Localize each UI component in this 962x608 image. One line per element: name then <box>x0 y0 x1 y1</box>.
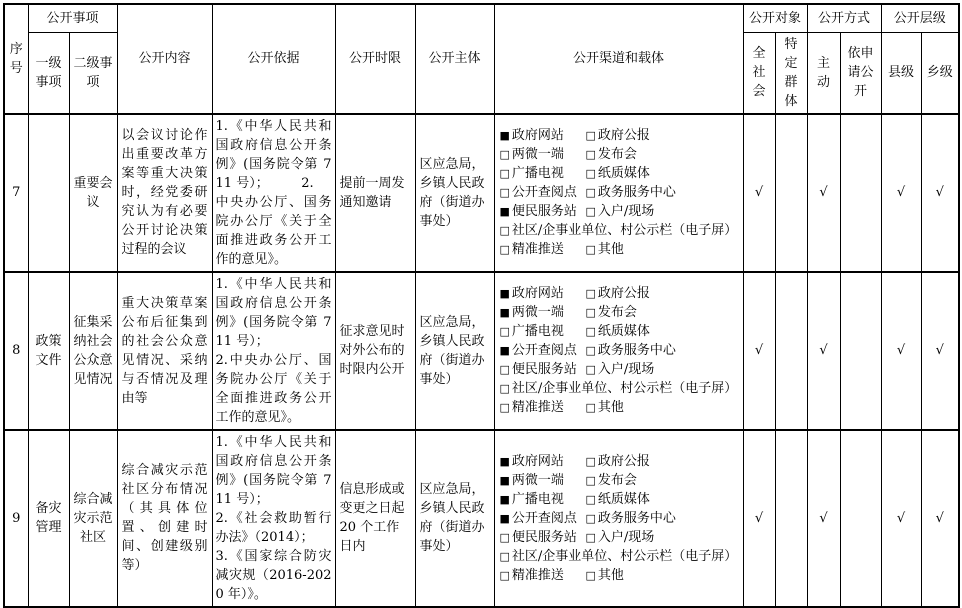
channel-line <box>500 202 741 221</box>
check-specific-groups <box>775 114 807 272</box>
checked-box-icon: ■ <box>499 492 510 506</box>
basis-line: 2.《社会救助暂行办法》（2014）； <box>215 510 332 545</box>
cell-disclosure-subject: 区应急局，乡镇人民政府（街道办事处） <box>415 114 494 272</box>
header-serial-number: 序号 <box>4 4 28 114</box>
header-disclosure-method: 公开方式 <box>807 4 881 32</box>
header-upon-request: 依申请公开 <box>840 32 881 114</box>
unchecked-box-icon: □ <box>499 382 510 395</box>
basis-line: 1.《中华人民共和国政府信息公开条例》(国务院令第 711 号）； 2. <box>215 118 332 191</box>
header-level1-matter: 一级事项 <box>28 32 69 114</box>
channel-label: 政府公报 <box>597 453 650 469</box>
cell-disclosure-basis <box>212 430 335 607</box>
channel-option <box>500 240 586 259</box>
channel-line <box>500 566 741 585</box>
channel-label: 社区/企事业单位、村公示栏（电子屏） <box>511 548 738 564</box>
channel-option <box>500 398 586 417</box>
checked-box-icon: ■ <box>499 473 510 487</box>
unchecked-box-icon: □ <box>499 224 510 237</box>
check-all-society: √ <box>743 430 775 607</box>
channel-option <box>500 452 586 471</box>
channel-option <box>500 379 738 398</box>
channel-option <box>586 452 650 471</box>
basis-line: 中央办公厅、国务院办公厅《关于全面推进政务公开工作的意见》。 <box>215 194 332 267</box>
channel-option <box>586 528 655 547</box>
basis-line: 1.《中华人民共和国政府信息公开条例》(国务院令第 711 号）； <box>215 276 332 349</box>
cell-disclosure-content: 综合减灾示范社区分布情况（其具体位置、创建时间、创建级别等） <box>117 430 212 607</box>
unchecked-box-icon: □ <box>585 148 596 161</box>
channel-option <box>586 202 655 221</box>
channel-line <box>500 509 741 528</box>
header-specific-groups: 特定群体 <box>775 32 807 114</box>
channel-label: 公开查阅点 <box>511 343 577 358</box>
channel-line <box>500 240 741 259</box>
header-time-limit: 公开时限 <box>335 4 415 114</box>
unchecked-box-icon: □ <box>585 344 596 357</box>
channel-option <box>500 303 586 322</box>
header-township-level: 乡级 <box>921 32 959 114</box>
check-active-disclosure: √ <box>807 114 840 272</box>
header-disclosure-content: 公开内容 <box>117 4 212 114</box>
channel-label: 社区/企事业单位、村公示栏（电子屏） <box>511 223 738 238</box>
table-header <box>4 4 959 114</box>
channel-option <box>586 164 650 183</box>
channel-line <box>500 164 741 183</box>
channel-option <box>586 183 676 202</box>
checked-box-icon: ■ <box>499 129 510 142</box>
cell-level1-matter: 备灾管理 <box>28 430 69 607</box>
channel-option <box>500 341 586 360</box>
channel-line <box>500 379 741 398</box>
channel-option <box>586 303 637 322</box>
check-county-level: √ <box>881 114 921 272</box>
basis-line: 1.《中华人民共和国政府信息公开条例》(国务院令第 711 号）； <box>215 434 332 507</box>
check-all-society: √ <box>743 272 775 430</box>
channel-label: 纸质媒体 <box>597 491 650 507</box>
channel-label: 便民服务站 <box>511 362 577 377</box>
unchecked-box-icon: □ <box>499 325 510 338</box>
channel-line <box>500 547 741 566</box>
channel-label: 纸质媒体 <box>597 166 650 181</box>
channel-label: 精准推送 <box>511 567 564 583</box>
channel-option <box>586 126 650 145</box>
table-row <box>4 114 959 272</box>
cell-disclosure-subject: 区应急局，乡镇人民政府（街道办事处） <box>415 272 494 430</box>
header-channels-carriers: 公开渠道和载体 <box>494 4 743 114</box>
unchecked-box-icon: □ <box>499 148 510 161</box>
channel-option <box>586 284 650 303</box>
channel-label: 两微一端 <box>511 147 564 162</box>
channel-option <box>500 528 586 547</box>
table-row <box>4 430 959 607</box>
check-upon-request <box>840 272 881 430</box>
channel-line <box>500 398 741 417</box>
channel-option <box>586 566 624 585</box>
unchecked-box-icon: □ <box>585 363 596 376</box>
header-disclosure-target: 公开对象 <box>743 4 807 32</box>
header-disclosure-subject: 公开主体 <box>415 4 494 114</box>
unchecked-box-icon: □ <box>585 287 596 300</box>
channel-option <box>500 566 586 585</box>
channel-option <box>500 547 738 566</box>
header-all-society: 全社会 <box>743 32 775 114</box>
unchecked-box-icon: □ <box>585 454 596 468</box>
cell-channels-carriers <box>494 272 743 430</box>
channel-label: 便民服务站 <box>511 204 577 219</box>
basis-line: 3.《国家综合防灾减灾规（2016-2020 年）》。 <box>215 548 332 602</box>
header-level2-matter: 二级事项 <box>69 32 117 114</box>
channel-label: 其他 <box>597 400 624 415</box>
channel-label: 精准推送 <box>511 400 564 415</box>
header-disclosure-matters: 公开事项 <box>28 4 117 32</box>
cell-channels-carriers <box>494 430 743 607</box>
unchecked-box-icon: □ <box>585 243 596 256</box>
check-county-level: √ <box>881 430 921 607</box>
channel-label: 发布会 <box>597 472 637 488</box>
checked-box-icon: ■ <box>499 205 510 218</box>
channel-option <box>586 240 624 259</box>
channel-line <box>500 126 741 145</box>
cell-disclosure-basis <box>212 114 335 272</box>
channel-line <box>500 183 741 202</box>
disclosure-catalog-table <box>3 3 960 608</box>
channel-option <box>500 164 586 183</box>
unchecked-box-icon: □ <box>499 568 510 582</box>
channel-label: 政府网站 <box>511 453 564 469</box>
cell-disclosure-subject: 区应急局，乡镇人民政府（街道办事处） <box>415 430 494 607</box>
check-active-disclosure: √ <box>807 430 840 607</box>
unchecked-box-icon: □ <box>585 167 596 180</box>
unchecked-box-icon: □ <box>585 186 596 199</box>
channel-label: 政务服务中心 <box>597 510 676 526</box>
cell-level2-matter: 重要会议 <box>69 114 117 272</box>
channel-label: 纸质媒体 <box>597 324 650 339</box>
header-active-disclosure: 主动 <box>807 32 840 114</box>
cell-time-limit: 信息形成或变更之日起 20 个工作日内 <box>335 430 415 607</box>
header-disclosure-level: 公开层级 <box>881 4 959 32</box>
cell-level2-matter: 综合减灾示范社区 <box>69 430 117 607</box>
channel-label: 广播电视 <box>511 324 564 339</box>
table-row <box>4 272 959 430</box>
cell-disclosure-basis <box>212 272 335 430</box>
check-township-level: √ <box>921 430 959 607</box>
unchecked-box-icon: □ <box>499 243 510 256</box>
cell-level2-matter: 征集采纳社会公众意见情况 <box>69 272 117 430</box>
channel-line <box>500 145 741 164</box>
unchecked-box-icon: □ <box>585 401 596 414</box>
channel-option <box>500 221 738 240</box>
channel-label: 两微一端 <box>511 305 564 320</box>
unchecked-box-icon: □ <box>499 530 510 544</box>
channel-option <box>500 509 586 528</box>
unchecked-box-icon: □ <box>499 401 510 414</box>
channel-label: 入户/现场 <box>597 204 655 219</box>
channel-option <box>586 360 655 379</box>
checked-box-icon: ■ <box>499 454 510 468</box>
cell-disclosure-content: 重大决策草案公布后征集到的社会公众意见情况、采纳与否情况及理由等 <box>117 272 212 430</box>
cell-level1-matter: 政策文件 <box>28 272 69 430</box>
cell-serial-number: 7 <box>4 114 28 272</box>
channel-label: 广播电视 <box>511 166 564 181</box>
channel-label: 其他 <box>597 567 624 583</box>
check-upon-request <box>840 430 881 607</box>
channel-line <box>500 221 741 240</box>
check-county-level: √ <box>881 272 921 430</box>
channel-label: 入户/现场 <box>597 529 655 545</box>
channel-line <box>500 471 741 490</box>
channel-line <box>500 528 741 547</box>
channel-line <box>500 360 741 379</box>
channel-option <box>586 341 676 360</box>
unchecked-box-icon: □ <box>499 363 510 376</box>
cell-time-limit: 提前一周发通知邀请 <box>335 114 415 272</box>
channel-label: 政府公报 <box>597 286 650 301</box>
channel-option <box>500 145 586 164</box>
checked-box-icon: ■ <box>499 511 510 525</box>
channel-option <box>500 126 586 145</box>
channel-label: 精准推送 <box>511 242 564 257</box>
channel-label: 政务服务中心 <box>597 185 676 200</box>
channel-label: 公开查阅点 <box>511 185 577 200</box>
channel-line <box>500 452 741 471</box>
unchecked-box-icon: □ <box>585 205 596 218</box>
channel-label: 政府公报 <box>597 128 650 143</box>
channel-option <box>586 490 650 509</box>
checked-box-icon: ■ <box>499 344 510 357</box>
channel-line <box>500 303 741 322</box>
basis-line: 2.中央办公厅、国务院办公厅《关于全面推进政务公开工作的意见》。 <box>215 352 332 425</box>
checked-box-icon: ■ <box>499 287 510 300</box>
unchecked-box-icon: □ <box>585 306 596 319</box>
unchecked-box-icon: □ <box>585 530 596 544</box>
check-township-level: √ <box>921 272 959 430</box>
channel-option <box>500 471 586 490</box>
channel-label: 发布会 <box>597 305 637 320</box>
channel-option <box>500 202 586 221</box>
check-active-disclosure: √ <box>807 272 840 430</box>
channel-label: 政府网站 <box>511 286 564 301</box>
channel-option <box>500 360 586 379</box>
channel-option <box>586 471 637 490</box>
unchecked-box-icon: □ <box>499 549 510 563</box>
unchecked-box-icon: □ <box>585 325 596 338</box>
cell-disclosure-content: 以会议讨论作出重要改革方案等重大决策时，经党委研究认为有必要公开讨论决策过程的会议 <box>117 114 212 272</box>
channel-label: 政务服务中心 <box>597 343 676 358</box>
channel-option <box>500 490 586 509</box>
channel-option <box>500 284 586 303</box>
check-upon-request <box>840 114 881 272</box>
check-township-level: √ <box>921 114 959 272</box>
unchecked-box-icon: □ <box>585 129 596 142</box>
cell-time-limit: 征求意见时对外公布的时限内公开 <box>335 272 415 430</box>
channel-option <box>500 322 586 341</box>
unchecked-box-icon: □ <box>585 492 596 506</box>
channel-option <box>586 145 637 164</box>
channel-label: 入户/现场 <box>597 362 655 377</box>
unchecked-box-icon: □ <box>585 473 596 487</box>
header-county-level: 县级 <box>881 32 921 114</box>
channel-label: 广播电视 <box>511 491 564 507</box>
channel-line <box>500 490 741 509</box>
check-all-society: √ <box>743 114 775 272</box>
channel-label: 政府网站 <box>511 128 564 143</box>
channel-option <box>500 183 586 202</box>
cell-level1-matter <box>28 114 69 272</box>
cell-serial-number: 9 <box>4 430 28 607</box>
channel-label: 发布会 <box>597 147 637 162</box>
channel-label: 其他 <box>597 242 624 257</box>
cell-channels-carriers <box>494 114 743 272</box>
channel-option <box>586 322 650 341</box>
unchecked-box-icon: □ <box>585 511 596 525</box>
unchecked-box-icon: □ <box>499 167 510 180</box>
channel-label: 便民服务站 <box>511 529 577 545</box>
channel-label: 公开查阅点 <box>511 510 577 526</box>
channel-line <box>500 284 741 303</box>
cell-serial-number: 8 <box>4 272 28 430</box>
channel-option <box>586 509 676 528</box>
check-specific-groups <box>775 430 807 607</box>
channel-label: 两微一端 <box>511 472 564 488</box>
channel-line <box>500 322 741 341</box>
unchecked-box-icon: □ <box>499 186 510 199</box>
channel-option <box>586 398 624 417</box>
unchecked-box-icon: □ <box>585 568 596 582</box>
checked-box-icon: ■ <box>499 306 510 319</box>
check-specific-groups <box>775 272 807 430</box>
header-disclosure-basis: 公开依据 <box>212 4 335 114</box>
channel-line <box>500 341 741 360</box>
channel-label: 社区/企事业单位、村公示栏（电子屏） <box>511 381 738 396</box>
